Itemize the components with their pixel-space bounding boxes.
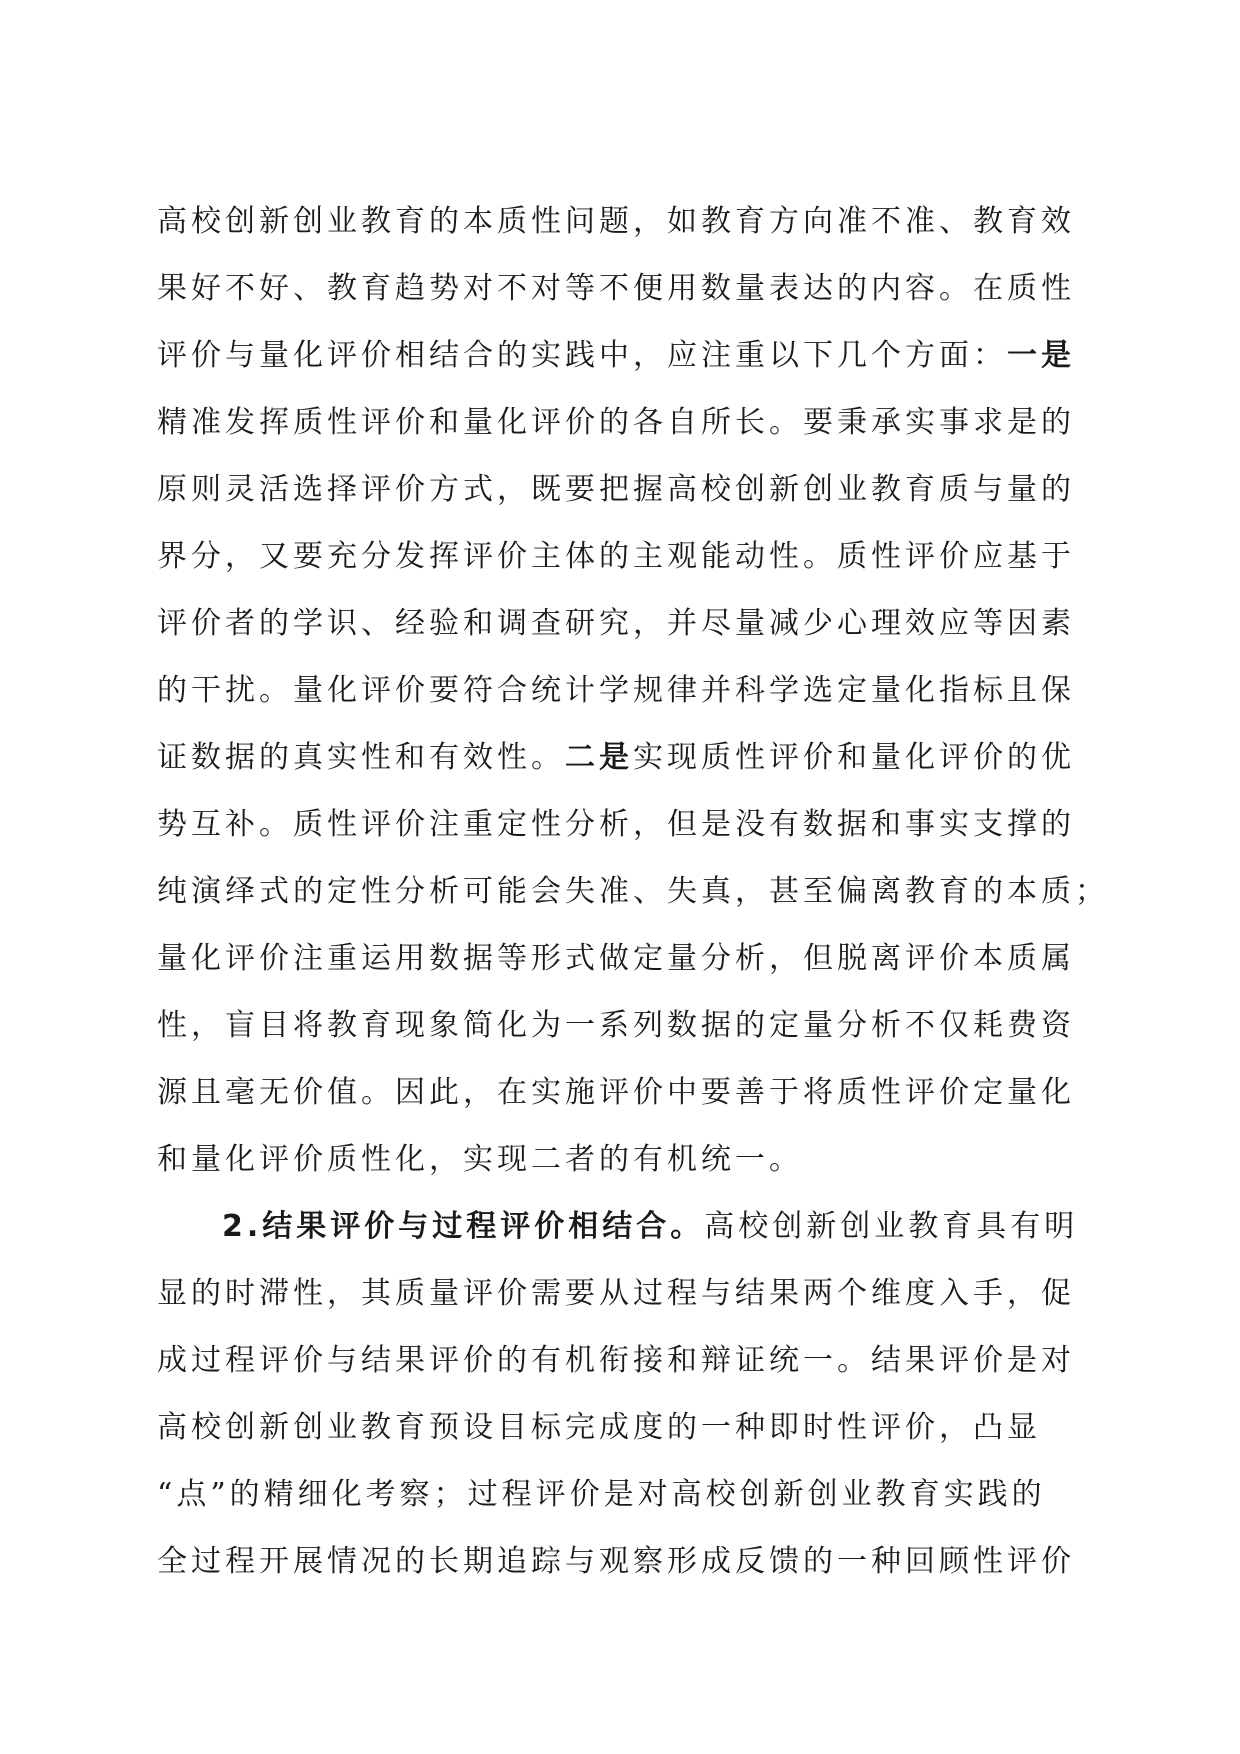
text-span: 和量化评价质性化，实现二者的有机统一。 [157,1142,803,1177]
text-span: 源且毫无价值。因此，在实施评价中要善于将质性评价定量化 [157,1075,1075,1110]
bold-marker-first: 一是 [1007,338,1075,373]
body-text [157,188,1109,1595]
text-line [157,992,1075,1059]
section-heading-line [157,1193,1079,1260]
text-span: 原则灵活选择评价方式，既要把握高校创新创业教育质与量的 [157,472,1075,507]
text-span: 精准发挥质性评价和量化评价的各自所长。要秉承实事求是的 [157,405,1075,440]
section-heading: 2.结果评价与过程评价相结合。 [222,1209,705,1244]
text-span: 评价者的学识、经验和调查研究，并尽量减少心理效应等因素 [157,606,1075,641]
text-line [157,1126,1057,1193]
text-span: 的干扰。量化评价要符合统计学规律并科学选定量化指标且保 [157,673,1075,708]
text-span: 评价与量化评价相结合的实践中，应注重以下几个方面： [157,338,1007,373]
text-span: “点”的精细化考察；过程评价是对高校创新创业教育实践的 [157,1477,1046,1512]
text-line [157,255,1075,322]
text-line [157,791,1075,858]
text-span: 实现质性评价和量化评价的优 [633,740,1075,775]
text-line [157,322,1075,389]
text-span: 全过程开展情况的长期追踪与观察形成反馈的一种回顾性评价 [157,1544,1075,1579]
text-line [157,1394,1057,1461]
text-span: 成过程评价与结果评价的有机衔接和辩证统一。结果评价是对 [157,1343,1075,1378]
text-line [157,1327,1075,1394]
text-span: 界分，又要充分发挥评价主体的主观能动性。质性评价应基于 [157,539,1075,574]
text-span: 高校创新创业教育具有明 [704,1209,1079,1244]
text-line [157,1260,1075,1327]
text-line [157,1528,1075,1595]
text-span: 势互补。质性评价注重定性分析，但是没有数据和事实支撑的 [157,807,1075,842]
text-span: 证数据的真实性和有效性。 [157,740,565,775]
text-span: 高校创新创业教育的本质性问题，如教育方向准不准、教育效 [157,204,1075,239]
text-line [157,657,1075,724]
text-line [157,389,1075,456]
text-span: 性，盲目将教育现象简化为一系列数据的定量分析不仅耗费资 [157,1008,1075,1043]
text-line [157,724,1075,791]
text-span: 量化评价注重运用数据等形式做定量分析，但脱离评价本质属 [157,941,1075,976]
text-line [157,1059,1075,1126]
text-line [157,1461,1057,1528]
text-line [157,858,1109,925]
text-span: 果好不好、教育趋势对不对等不便用数量表达的内容。在质性 [157,271,1075,306]
text-line [157,590,1075,657]
text-span: 纯演绎式的定性分析可能会失准、失真，甚至偏离教育的本质； [157,874,1109,909]
text-line [157,456,1075,523]
text-line [157,188,1075,255]
text-line [157,523,1075,590]
bold-marker-second: 二是 [565,740,633,775]
text-span: 显的时滞性，其质量评价需要从过程与结果两个维度入手，促 [157,1276,1075,1311]
text-span: 高校创新创业教育预设目标完成度的一种即时性评价，凸显 [157,1410,1041,1445]
text-line [157,925,1075,992]
